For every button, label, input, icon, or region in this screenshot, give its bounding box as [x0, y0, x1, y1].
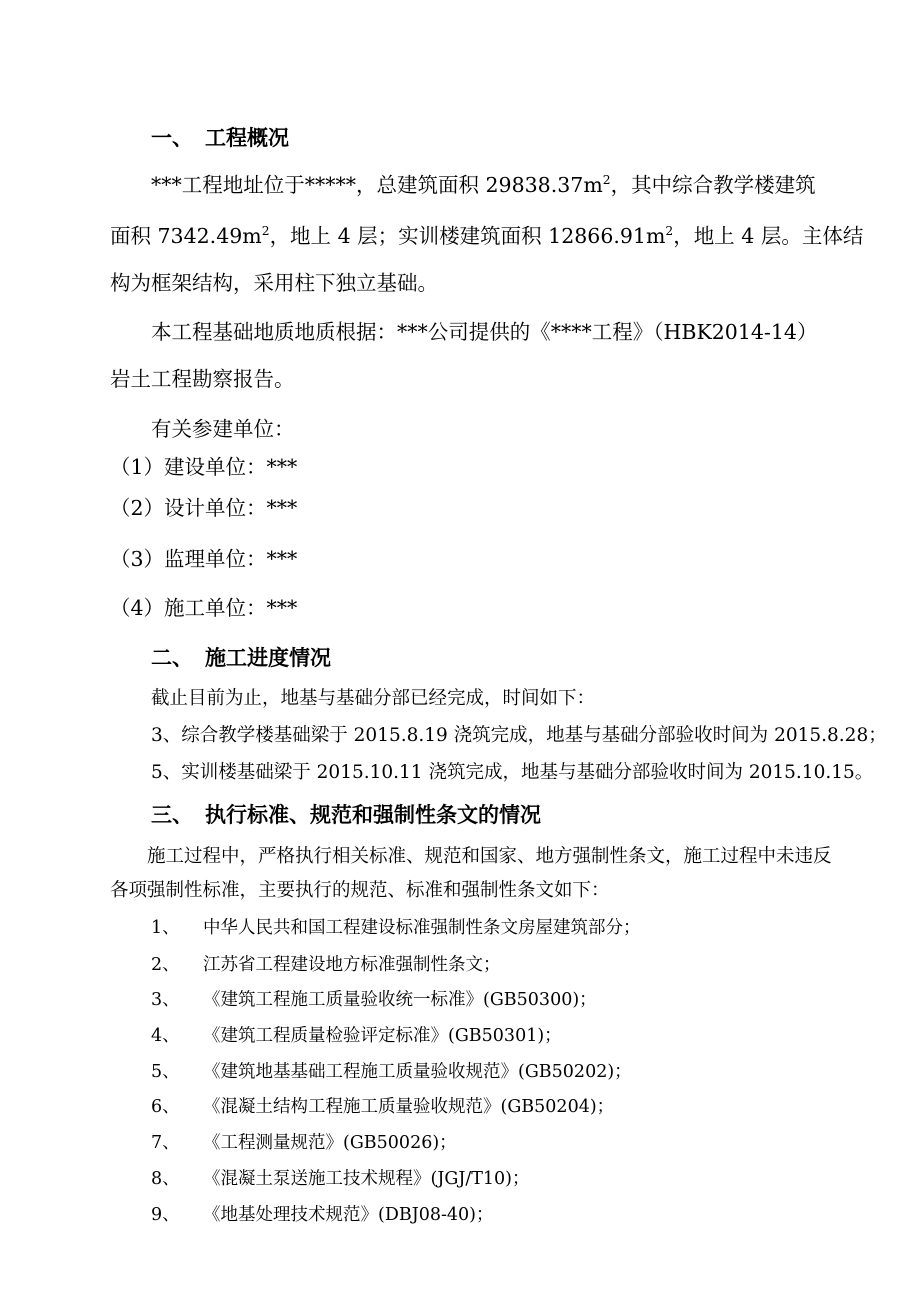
standard-list-item [151, 1097, 614, 1118]
list-text: 《混凝土泵送施工技术规程》(JGJ/T10)； [203, 1169, 530, 1189]
list-text: 《地基处理技术规范》(DBJ08-40)； [203, 1205, 494, 1225]
list-number: 4、 [151, 1026, 180, 1046]
section-1-heading [151, 125, 289, 150]
list-number: 3、 [151, 990, 180, 1010]
superscript-2: 2 [665, 224, 674, 239]
progress-item: 5、实训楼基础梁于 2015.10.11 浇筑完成，地基与基础分部验收时间为 2015.10.15。 [151, 762, 874, 783]
participant-item: （3）监理单位：*** [110, 547, 298, 571]
participant-item: （1）建设单位：*** [110, 455, 298, 479]
overview-text-1b: ，其中综合教学楼建筑 [610, 173, 816, 197]
geology-paragraph-line-2: 岩土工程勘察报告。 [110, 367, 295, 391]
standards-paragraph-line-1: 施工过程中，严格执行相关标准、规范和国家、地方强制性条文，施工过程中未违反 [147, 846, 832, 867]
standard-list-item [151, 1205, 494, 1226]
section-3-heading [151, 802, 541, 827]
overview-text-2a: 面积 7342.49m [110, 224, 262, 248]
participant-item: （4）施工单位：*** [110, 596, 298, 620]
list-text: 《建筑工程施工质量验收统一标准》(GB50300)； [203, 990, 597, 1010]
overview-text-2c: ，地上 4 层。主体结 [673, 224, 864, 248]
standard-list-item [151, 1062, 632, 1083]
list-number: 5、 [151, 1062, 180, 1082]
overview-paragraph-line-1 [151, 173, 816, 198]
standard-list-item [151, 1026, 562, 1047]
list-text: 《建筑工程质量检验评定标准》(GB50301)； [203, 1026, 562, 1046]
list-number: 9、 [151, 1205, 180, 1225]
standard-list-item [151, 918, 641, 939]
participant-item: （2）设计单位：*** [110, 496, 298, 520]
geology-paragraph-line-1: 本工程基础地质地质根据：***公司提供的《****工程》（HBK2014-14） [151, 320, 818, 344]
participants-intro: 有关参建单位： [151, 417, 295, 441]
standard-list-item [151, 955, 501, 976]
list-number: 1、 [151, 918, 180, 938]
overview-paragraph-line-3: 构为框架结构，采用柱下独立基础。 [110, 271, 438, 295]
progress-item: 3、综合教学楼基础梁于 2015.8.19 浇筑完成，地基与基础分部验收时间为 2015.8.28； [151, 725, 887, 746]
list-number: 8、 [151, 1169, 180, 1189]
section-2-number: 二、 [151, 645, 193, 670]
standard-list-item [151, 990, 597, 1011]
section-3-number: 三、 [151, 802, 193, 827]
list-text: 《工程测量规范》(GB50026)； [203, 1133, 457, 1153]
section-2-title: 施工进度情况 [205, 645, 331, 670]
list-number: 6、 [151, 1097, 180, 1117]
section-1-number: 一、 [151, 125, 193, 150]
list-text: 江苏省工程建设地方标准强制性条文； [203, 955, 501, 975]
overview-text-1a: ***工程地址位于*****，总建筑面积 29838.37m [151, 173, 603, 197]
section-1-title: 工程概况 [205, 125, 289, 150]
standards-paragraph-line-2: 各项强制性标准，主要执行的规范、标准和强制性条文如下： [110, 880, 610, 901]
standard-list-item [151, 1133, 457, 1154]
overview-text-2b: ，地上 4 层；实训楼建筑面积 12866.91m [269, 224, 666, 248]
list-number: 7、 [151, 1133, 180, 1153]
section-3-title: 执行标准、规范和强制性条文的情况 [205, 802, 541, 827]
standard-list-item [151, 1169, 530, 1190]
list-number: 2、 [151, 955, 180, 975]
overview-paragraph-line-2 [110, 224, 863, 249]
superscript-2: 2 [261, 224, 270, 239]
list-text: 中华人民共和国工程建设标准强制性条文房屋建筑部分； [203, 918, 641, 938]
list-text: 《建筑地基基础工程施工质量验收规范》(GB50202)； [203, 1062, 632, 1082]
progress-intro: 截止目前为止，地基与基础分部已经完成，时间如下： [151, 688, 596, 709]
section-2-heading [151, 645, 331, 670]
superscript-2: 2 [602, 173, 611, 188]
list-text: 《混凝土结构工程施工质量验收规范》(GB50204)； [203, 1097, 615, 1117]
